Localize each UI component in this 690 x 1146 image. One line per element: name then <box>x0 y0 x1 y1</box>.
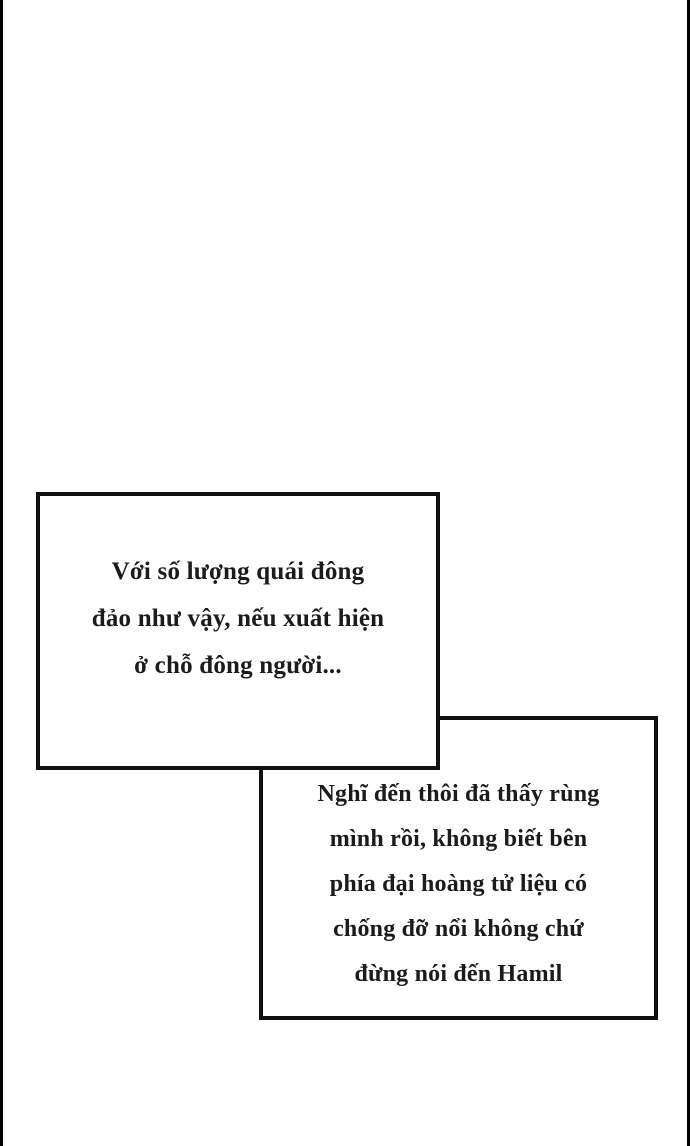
speech-bubble-lower-right-text <box>263 772 654 997</box>
panel-border-left <box>0 0 3 1146</box>
bubble-line: đảo như vậy, nếu xuất hiện <box>91 605 385 632</box>
bubble-line: đừng nói đến Hamil <box>354 961 563 987</box>
bubble-line: ở chỗ đông người... <box>134 652 342 679</box>
bubble-line: mình rồi, không biết bên <box>329 826 588 852</box>
bubble-line: phía đại hoàng tử liệu có <box>329 871 588 897</box>
bubble-line: Với số lượng quái đông <box>111 558 365 585</box>
speech-bubble-upper-left-text <box>40 548 436 689</box>
bubble-overlap-mask <box>263 720 436 766</box>
bubble-line: chống đỡ nổi không chứ <box>333 916 584 942</box>
bubble-line: Nghĩ đến thôi đã thấy rùng <box>317 781 600 807</box>
